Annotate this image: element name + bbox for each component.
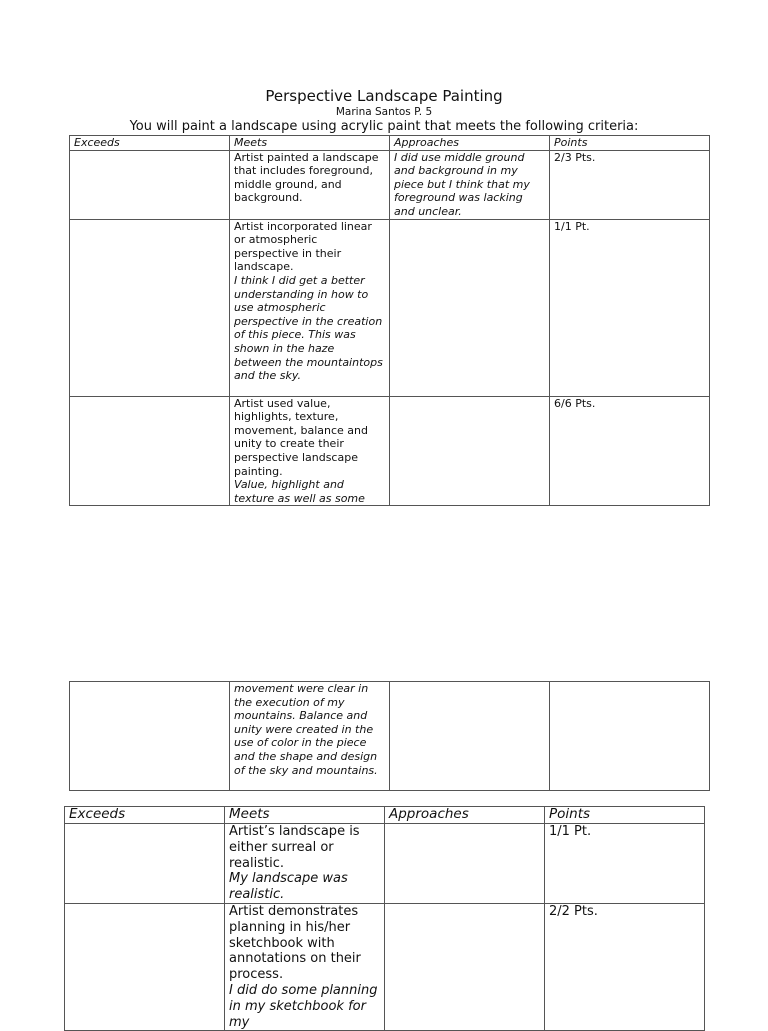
approaches-cell: I did use middle ground and background in my piece but I think that my foreground was lacking and unclear.: [390, 150, 550, 219]
header-points: Points: [545, 807, 705, 824]
approaches-cell: [390, 396, 550, 506]
exceeds-cell: [70, 150, 230, 219]
criterion-text: Artist’s landscape is either surreal or realistic.: [229, 824, 360, 871]
exceeds-cell: [70, 682, 230, 791]
meets-cell: [230, 219, 390, 396]
approaches-cell: [385, 824, 545, 904]
approaches-cell: [385, 904, 545, 1031]
header-approaches: Approaches: [385, 807, 545, 824]
exceeds-cell: [65, 904, 225, 1031]
meets-cell: [230, 396, 390, 506]
student-comment: I think I did get a better understanding in how to use atmospheric perspective in the creation of this piece. This was shown in the haze between the mountaintops and the sky.: [234, 273, 383, 383]
criterion-text: Artist painted a landscape that includes foreground, middle ground, and background.: [234, 150, 379, 205]
points-cell: 1/1 Pt.: [550, 219, 710, 396]
exceeds-cell: [70, 219, 230, 396]
instructions: You will paint a landscape using acrylic paint that meets the following criteria:: [129, 119, 639, 134]
points-cell: 2/2 Pts.: [545, 904, 705, 1031]
table-header-row: [70, 136, 710, 151]
header-exceeds: Exceeds: [70, 136, 230, 151]
header-meets: Meets: [225, 807, 385, 824]
student-comment: I did do some planning in my sketchbook for my: [229, 982, 378, 1030]
points-cell: [550, 682, 710, 791]
header-points: Points: [550, 136, 710, 151]
table-row: [70, 150, 710, 219]
page-title: Perspective Landscape Painting: [265, 87, 503, 105]
rubric-table-1: [69, 135, 710, 506]
meets-cell: [230, 150, 390, 219]
criterion-text: Artist incorporated linear or atmospheric perspective in their landscape.: [234, 219, 372, 274]
table-row: [70, 396, 710, 506]
table-row: [65, 824, 705, 904]
header-approaches: Approaches: [390, 136, 550, 151]
header-meets: Meets: [230, 136, 390, 151]
header-exceeds: Exceeds: [65, 807, 225, 824]
rubric-table-continued: [69, 681, 710, 791]
approaches-cell: [390, 682, 550, 791]
student-comment: My landscape was realistic.: [229, 871, 348, 903]
criterion-text: Artist demonstrates planning in his/her sketchbook with annotations on their process.: [229, 904, 361, 983]
student-comment: movement were clear in the execution of my mountains. Balance and unity were created in the use of color in the piece and the shape and design of the sky and mountains.: [230, 682, 390, 791]
points-cell: 1/1 Pt.: [545, 824, 705, 904]
exceeds-cell: [70, 396, 230, 506]
student-name: Marina Santos P. 5: [335, 106, 433, 118]
points-cell: 2/3 Pts.: [550, 150, 710, 219]
approaches-cell: [390, 219, 550, 396]
rubric-table-2: [64, 806, 705, 1031]
meets-cell: [225, 904, 385, 1031]
exceeds-cell: [65, 824, 225, 904]
table-row: [70, 682, 710, 791]
meets-cell: [225, 824, 385, 904]
table-row: [70, 219, 710, 396]
table-row: [65, 904, 705, 1031]
table-header-row: [65, 807, 705, 824]
criterion-text: Artist used value, highlights, texture, movement, balance and unity to create their perspective landscape painting.: [234, 396, 368, 478]
student-comment: Value, highlight and texture as well as some: [234, 478, 365, 505]
points-cell: 6/6 Pts.: [550, 396, 710, 506]
